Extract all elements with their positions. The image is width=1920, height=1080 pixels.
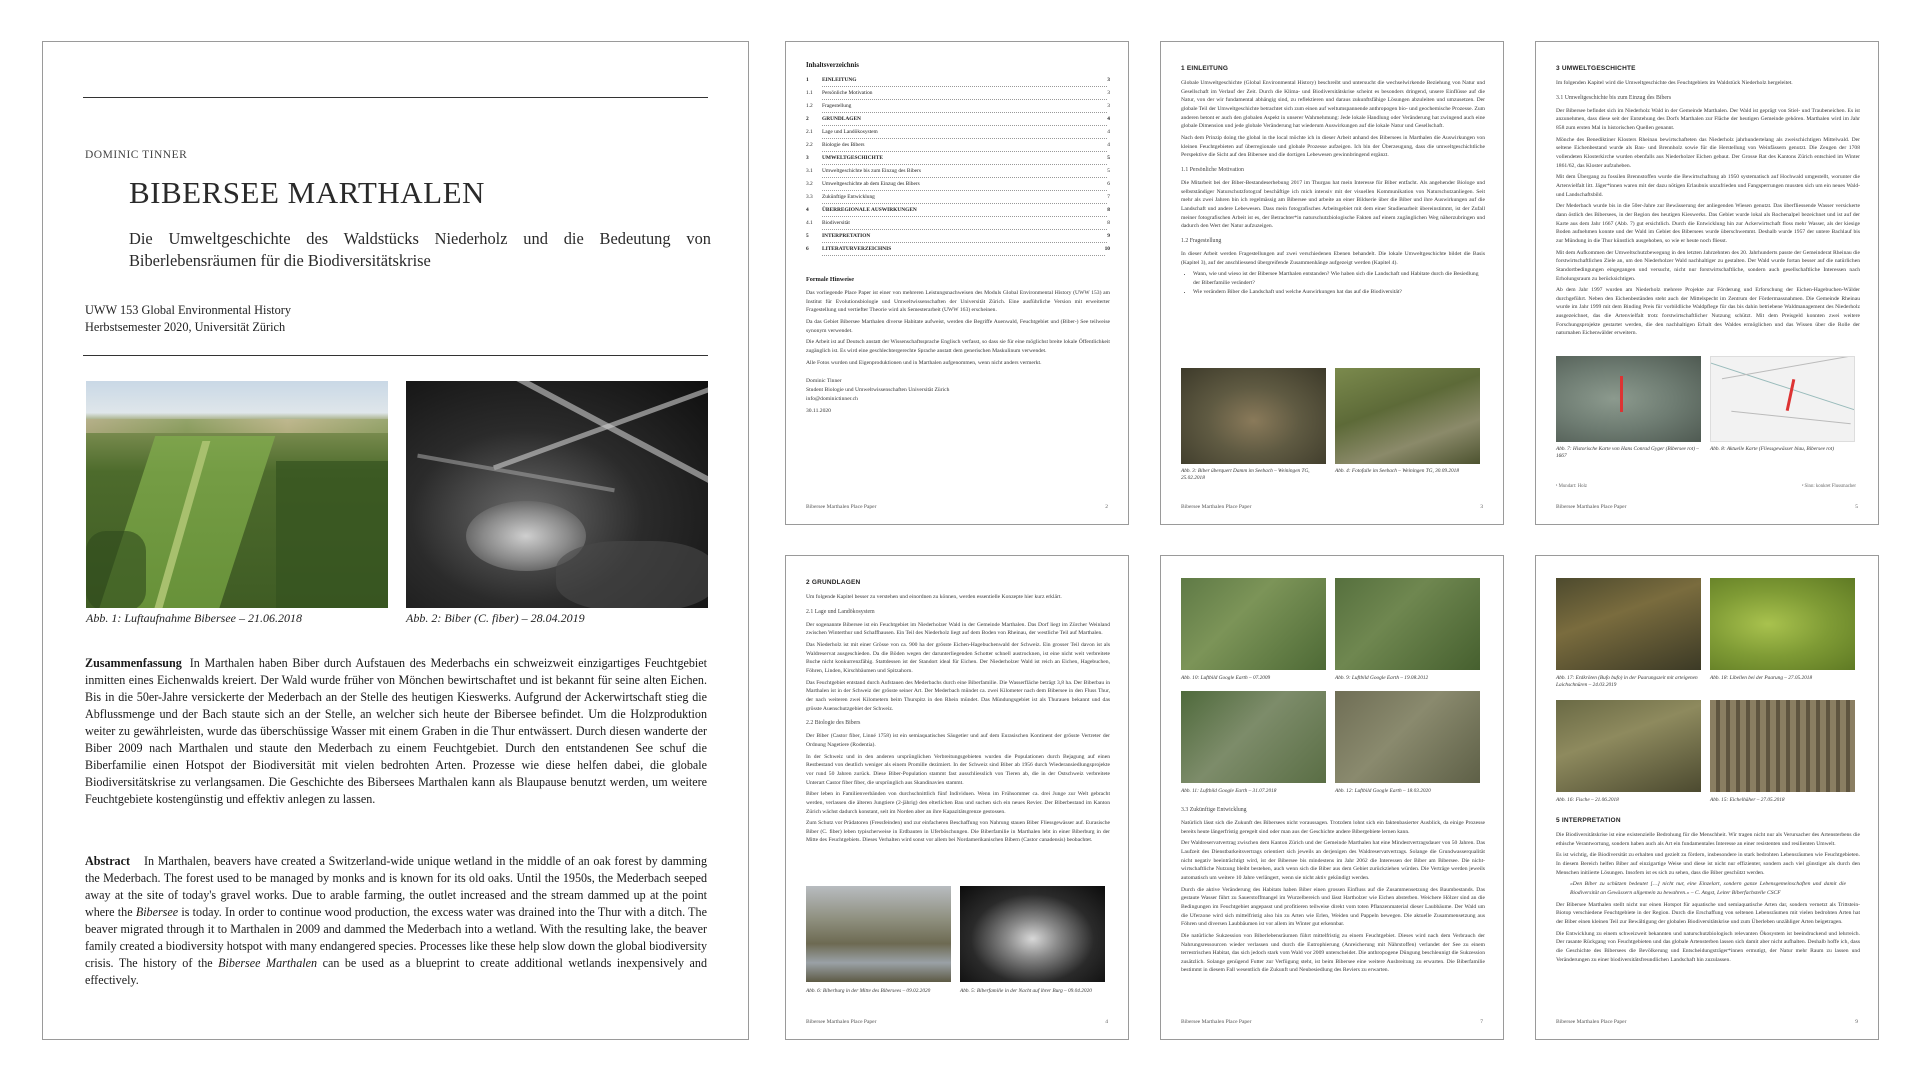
beaver-lodge-photo [806,886,951,982]
subsection-heading: 3.3 Zukünftige Entwicklung [1181,807,1247,813]
toc-label: Umweltgeschichte ab dem Einzug des Bibers [822,178,1107,191]
footnote: ¹ Mundart: Holz [1556,484,1588,489]
signature-name: Dominic Tinner [806,378,842,385]
abstract [85,853,707,989]
footnote: ² Sinn: konkret Flussmacher [1801,484,1856,489]
satellite-photo [1335,691,1480,783]
para: Der Bibersee befindet sich im Niederholz Wald in der Gemeinde Marthalen. Der Wald ist geprägt von Stiel- und Traubeneichen. Es ist anzunehmen, dass diese seit der Entstehung des Dorfs Marthalen zur Fläche der heutigen Gemeinde gehören. Marthalen wird im Jahr 858 zum ersten Mal in historischen Quellen genannt. [1556,107,1860,132]
page-number: 3 [1480,504,1483,510]
zusammenfassung [85,655,707,808]
paper-title: BIBERSEE MARTHALEN [129,175,485,210]
toc-label: Biologie des Bibers [822,139,1107,152]
page-grundlagen [785,555,1129,1040]
toc-page: 8 [1107,207,1110,213]
toc-list [806,74,1110,256]
page-footer [1556,504,1858,510]
footer-title: Bibersee Marthalen Place Paper [1556,504,1627,510]
footer-title: Bibersee Marthalen Place Paper [1181,504,1252,510]
page-interpretation [1535,555,1879,1040]
toc-entry[interactable] [806,204,1110,217]
photo-caption: Abb. 6: Biberburg in der Mitte des Bibersees – 09.02.2020 [806,988,931,994]
jay-photo [1710,700,1855,792]
toc-number: 2.1 [806,129,813,135]
subsection-heading: 2.1 Lage und Landökosystem [806,608,875,615]
toc-entry[interactable] [806,243,1110,256]
toc-entry[interactable] [806,178,1110,191]
toc-label: GRUNDLAGEN [822,113,1107,126]
para: Es ist wichtig, die Biodiversität zu erhalten und gezielt zu fördern, insbesondere in stark bedrohten Lebensräumen wie Feuchtgebieten. In diesem Bereich helfen Biber auf einzigartige Weise und diese ist nicht nur effizienter, sondern auch viel günstiger als durch den Menschen initiierte Lösungen. Insofern ist es sich zu sehen, dass die Biber geschützt werden. [1556,852,1860,876]
para: Das Niederholz ist mit einer Grösse von ca. 900 ha der grösste Eichen-Hagebuchenwald der Schweiz. Ein grosser Teil davon ist als Waldreservat ausgeschieden. Da die Böden wegen der darunterliegenden Schotter schnell austrocknen, ist eine nicht weit verbreitete Buche nicht konkurrenzfähig. Stattdessen ist der Standort ideal für Eichen. Der Niederholzer Wald ist reich an Eichen, Hagebuchen, Föhren, Linden, Kirschbäumen und Spitzahorn. [806,642,1110,674]
page-number: 9 [1855,1019,1858,1025]
toc-label: INTERPRETATION [822,230,1107,243]
page-footer [806,1019,1108,1025]
footer-title: Bibersee Marthalen Place Paper [806,1019,877,1025]
photo-caption: Abb. 3: Biber überquert Damm im Seebach – Weiningen TG, 25.02.2018 [1181,468,1310,482]
photo-caption: Abb. 11: Luftbild Google Earth – 31.07.2018 [1181,788,1277,794]
subsection-heading: 1.2 Fragestellung [1181,237,1222,244]
formal-p2: Da das Gebiet Bibersee Marthalen diverse Habitate aufweist, werden die Begriffe Auenwald, Feuchtgebiet und (Biber-) See teilweise synonym verwendet. [806,318,1110,334]
beaver-dam-photo [1181,368,1326,464]
formal-title: Formale Hinweise [806,276,854,283]
toc-page: 5 [1107,155,1110,161]
course-line-2: Herbstsemester 2020, Universität Zürich [85,320,286,334]
subsection-heading: 2.2 Biologie des Bibers [806,720,861,727]
photo-caption: Abb. 16: Fische – 21.06.2018 [1556,797,1619,803]
abstract-italic-2: Bibersee Marthalen [218,956,318,970]
toc-entry[interactable] [806,100,1110,113]
para: Natürlich lässt sich die Zukunft des Bibersees nicht voraussagen. Trotzdem lohnt sich ein faktenbasierter Ausblick, da einige Prozesse bereits heute längerfristig geregelt sind oder man aus der Geschichte andere Bibergebiete lernen kann. [1181,819,1485,835]
toc-number: 6 [806,246,809,252]
photo-caption: Abb. 12: Luftbild Google Earth – 18.03.2020 [1335,788,1431,794]
toc-label: LITERATURVERZEICHNIS [822,243,1105,256]
toc-page: 3 [1107,90,1110,96]
toc-page: 4 [1107,142,1110,148]
para: Mit dem Aufkommen der Umweltschutzbewegung in den letzten Jahrzehnten des 20. Jahrhunderts passte der Gemeinderat Rheinau die forstwirtschaftlichen Ziele an, um den Niederholzer Wald nachhaltiger zu gestalten. Der Wald wurde fortan besser auf die natürlichen Standortbedingungen eingegangen und versucht, nicht nur forstwirtschaftliche, sondern auch gesellschaftliche Interessen nach Erholungsraum zu berücksichtigen. [1556,249,1860,282]
page-number: 7 [1480,1019,1483,1025]
section-heading: 3 UMWELTGESCHICHTE [1556,65,1636,72]
signature-role: Student Biologie und Umweltwissenschaften Universität Zürich [806,386,950,393]
toc-label: Lage und Landökosystem [822,126,1107,139]
page-toc [785,41,1129,525]
para: Nach dem Prinzip doing the global in the local möchte ich in dieser Arbeit anhand des Bibersees in Marthalen die Auswirkungen von kleinen Feuchtgebieten auf überregionale und globale Prozesse aufzeigen. Ich bin der Überzeugung, dass die umweltgeschichtliche Perspektive die Sicht auf den Bibersee und die dortigen Lebewesen gewinnbringend ergänzt. [1181,135,1485,159]
para: Die natürliche Sukzession von Biberlebensräumen führt mittelfristig zu einem Feuchtgebiet. Dieses wird nach dem Verbrauch der Nahrungsressourcen wieder verlassen und durch die Eutrophierung (Anreicherung mit Nährstoffen) verlandet der See zu einem terrestrischen Habitat, das sich jedoch stark vom Wald vor 2009 unterscheidet. Die anthropogene Düngung beschleunigt die Sukzession zusätzlich. Solange genügend Futter zur Verfügung steht, ist beim Bibersee eine weitere Ausbreitung zu erwarten. Die Biberfamilie bestimmt in diesem Fall wesentlich die Zukunft und Neubesiedlung des Reviers zu erwarten. [1181,932,1485,974]
zusammenfassung-label: Zusammenfassung [85,656,182,670]
page-footer [806,504,1108,510]
para: Die Mitarbeit bei der Biber-Bestandeserhebung 2017 im Thurgau hat mein Interesse für Biber entfacht. Als angehender Biologe und selbstständiger Naturschutzfotograf beschäftige ich mich intensiv mit der visuellen Kommunikation von Naturschutzanliegen. Seit mehr als zwei Jahren bin ich regelmässig am Bibersee und arbeite an einer Bildserie über die Biber und ihre Auswirkungen auf die Landschaft und andere Lebewesen. Dass mein fotografisches Arbeitsgebiet mit dem einer Studienarbeit übereinstimmt, ist der Zufall meiner fotografischen Arbeit ist es, der Betrachter*in naturschutzbiologische Fakten auf einem zugänglichen Weg näherzubringen und dadurch den Wert der Natur aufzuzeigen. [1181,179,1485,230]
toc-label: Fragestellung [822,100,1107,113]
toc-label: EINLEITUNG [822,74,1107,87]
para: Der Bibersee Marthalen stellt nicht nur einen Hotspot für aquatische und semiaquatische Arten dar, sondern vernetzt als Trittstein-Biotop verschiedene Feuchtgebiete in der Region. Durch die Erschaffung von seltenen Lebensräumen mit vielen bedrohten Arten hat der Biber einen kleinen Teil zur Bewältigung der globalen Biodiversitätskrise und zum Überleben unzähliger Arten beigetragen. [1556,901,1860,925]
para: Der Waldreservatvertrag zwischen dem Kanton Zürich und der Gemeinde Marthalen hat eine Mindestvertragsdauer von 50 Jahren. Das Laufzeit des Dienstbarkeitsvertrags orientiert sich jeweils an derjenigen des Waldreservatvertrags. Solange die Grundwasserqualität nicht negativ beeinträchtigt wird, ist der Bibersee bis mindestens im Jahr 2062 die Interessen der Biber am Bibersee. Die nicht-wirtschaftliche Nutzung bleibt bestehen, auch wenn sich die Biber aus dem Gebiet zurückziehen würden. Die Verträge werden jeweils automatisch um weitere 10 Jahre verlängert, wenn sie nicht aktiv gekündigt werden. [1181,840,1485,881]
formal-p1: Das vorliegende Place Paper ist einer von mehreren Leistungsnachweisen des Moduls Global Environmental History (UWW 153) am Institut für Evolutionsbiologie und Umweltwissenschaften der Universität Zürich. Eine ausführliche Version mit erweiterter Fragestellung und vertiefter Theorie wird als Semesterarbeit (UWW 163) erscheinen. [806,290,1110,314]
dragonfly-photo [1710,578,1855,670]
photo-caption: Abb. 7: Historische Karte von Hans Conrad Gyger (Bibersee rot) – 1667 [1556,446,1699,460]
toc-number: 2 [806,116,809,122]
question-item: • Wann, wie und wieso ist der Bibersee Marthalen entstanden? Wie haben sich die Landschaft und Habitate durch die Besiedlung der Biberfamilie verändert? [1193,270,1485,287]
para: Zum Schutz vor Prädatoren (Fressfeinden) und zur einfacheren Beschaffung von Nahrung stauen Biber Fliessgewässer auf. Eurasische Biber (C. fiber) leben typischerweise in Erdbauten in Uferböschungen. Die Biberfamilie in Marthalen lebt in einer Biberburg in der Mitte des Feuchtgebiets. Dieses Verhalten wird sonst vor allem bei Nordamerikanischen Bibern (Castor canadensis) beobachtet. [806,820,1110,844]
satellite-photo [1181,578,1326,670]
toc-number: 1 [806,77,809,83]
caption-aerial: Abb. 1: Luftaufnahme Bibersee – 21.06.2018 [86,611,302,625]
signature-email: info@dominictinner.ch [806,395,858,402]
para: Mönche des Benediktiner Klosters Rheinau bewirtschafteten das Niederholz jahrhundertelang als zweischichtigen Mittelwald. Der seltene Eichenbestand wurde als Bau- und Brennholz sowie für die Herstellung von Weinfässern genutzt. Die Zeugen der 1708 vollendeten Klosterkirche wurden ebenfalls aus Niederholzer Eichen gebaut. Der Grosse Rat des Kantons Zürich entschied im Winter 1861/62, das Kloster aufzuheben. [1556,136,1860,169]
toc-label: Zukünftige Entwicklung [822,191,1107,204]
formal-p3: Die Arbeit ist auf Deutsch anstatt der Wissenschaftssprache Englisch verfasst, so dass sie für eine möglichst breite lokale Öffentlichkeit zugänglich ist. Es wird eine geschlechtergerechte Sprache anstatt dem generischen Maskulinum verwendet. [806,339,1110,354]
para: In der Schweiz und in den anderen ursprünglichen Verbreitungsgebieten wurden die Populationen durch Bejagung auf einen Restbestand von deutlich weniger als einem Promille dezimiert. In der Schweiz sind Biber ab 1956 durch Wiederansiedlungsprojekte vor rund 50 Jahren zurück. Diese Biber-Population stammt fast ausschliesslich von Tieren ab, die in der Ostschweiz verbreitete Unterart Castor fiber fiber, die ursprünglich aus Skandinavien stammt. [806,753,1110,786]
toc-entry[interactable] [806,139,1110,152]
toc-page: 6 [1107,181,1110,187]
mid-rule [83,355,708,356]
toc-entry[interactable] [806,87,1110,100]
para: Die Entwicklung zu einem schweizweit bekannten und naturschutzbiologisch relevanten Ökosystem ist beeindruckend und lehrreich. Der rasante Rückgang von Feuchtgebieten und das globale Artensterben lassen sich damit aber nicht aufhalten. Deshalb hoffe ich, dass die Geschichte des Bibersees die Bevölkerung und Entscheidungsträger*innen ermutigt, der Natur mehr Raum zu lassen und Veränderungen zu einer biodiversitätsfreundlichen Landschaft hin zuzulassen. [1556,930,1860,963]
toc-entry[interactable] [806,165,1110,178]
paper-subtitle: Die Umweltgeschichte des Waldstücks Niederholz und die Bedeutung von Biberlebensräumen für die Biodiversitätskrise [129,229,711,271]
page-number: 5 [1855,504,1858,510]
para: Durch die aktive Veränderung des Habitats haben Biber einen grossen Einfluss auf die Zusammensetzung des Baumbestands. Das gestaute Wasser führt zu Sauerstoffmangel im Wurzelbereich und lässt Hartholzer wie Eichen absterben. Weichere Hölzer sind an die Bedingungen im Feuchtgebiet angepasst und profitieren teilweise direkt vom toten Pflanzenmaterial dieser Laubbäume. Der Wald um die Uferzone wird sich mittelfristig also hin zu Arten wie Erlen, Weiden und Pappeln bewegen. Die aktuelle Zusammensetzung aus Föhren und diversen Laubbäumen ist vor allem im Winter gut erkennbar. [1181,886,1485,928]
para: Biber leben in Familienverbänden von durchschnittlich fünf Individuen. Wenn im Frühsommer ca. drei Junge zur Welt gebracht werden, verlassen die älteren Jungtiere (2-jährig) den elterlichen Bau und suchen sich ein neues Revier. Der Biberbestand im Kanton Zürich wächst dadurch konstant, seit im Norden aber an ihre Kapazitätsgrenze gestossen. [806,791,1110,815]
toc-page: 4 [1107,116,1110,122]
para: Der Biber (Castor fiber, Linné 1758) ist ein semiaquatisches Säugetier und auf dem Eurasischen Kontinent der grösste Vertreter der Ordnung Nagetiere (Rodentia). [806,733,1110,748]
toc-page: 4 [1107,129,1110,135]
abstract-text-a: In Marthalen, beavers have created a Switzerland-wide unique wetland in the middle of an oak forest by damming the Mederbach. The forest used to be managed by monks and is known for its old oaks. Until the 1950s, the Mederbach seeped away at the site of today's gravel works. Due to arable farming, the outlet increased and the stream dammed up at the point where the [85,854,707,919]
toc-number: 3.1 [806,168,813,174]
fish-photo [1556,700,1701,792]
zusammenfassung-text: In Marthalen haben Biber durch Aufstauen des Mederbachs ein schweizweit einzigartiges Feuchtgebiet inmitten eines Eichenwalds kreiert. Der Wald wurde früher von Mönchen bewirtschaftet und ist bekannt für seine alten Eichen. Bis in die 50er-Jahre versickerte der Mederbach an der Stelle des heutigen Kieswerks. Aufgrund der Ackerwirtschaft stieg die Abflussmenge und der Bach staute sich an der Stelle, an welcher sich heute der Bibersee befindet. Um die Holzproduktion weiter zu gewährleisten, wurde das überschüssige Wasser mit einem Graben in die Thur entwässert. Durch diesen wanderte der Biber 2009 nach Marthalen und staute den Mederbach zu einem Feuchtgebiet. Durch den entstandenen See schuf die Biberfamilie einen Hotspot der Biodiversität mit vielen bedrohten Arten. Prozesse wie diese helfen dabei, die globale Biodiversitätskrise zu verlangsamen. Die Geschichte des Bibersees Marthalen kann als Blaupause benutzt werden, um weitere Feuchtgebiete kostengünstig und effektiv anlegen zu lassen. [85,656,707,806]
toc-entry[interactable] [806,113,1110,126]
abstract-text-c: can be used as a blueprint to create additional wetlands inexpensively and effectively. [85,956,707,987]
toc-number: 3 [806,155,809,161]
para: Im folgenden Kapitel wird die Umweltgeschichte des Feuchtgebiets im Waldstück Niederholz hergeleitet. [1556,80,1793,87]
photo-caption: Abb. 18: Libellen bei der Paarung – 27.05.2018 [1710,675,1813,681]
page-footer [1181,504,1483,510]
signature-date: 30.11.2020 [806,408,831,415]
page-einleitung [1160,41,1504,525]
photo-caption: Abb. 5: Biberfamilie in der Nacht auf ihrer Burg – 09.04.2020 [960,988,1092,994]
toc-title: Inhaltsverzeichnis [806,62,859,69]
toc-label: Biodiversität [822,217,1107,230]
author-name: DOMINIC TINNER [85,149,188,161]
para: Globale Umweltgeschichte (Global Environmental History) beschreibt und untersucht die wechselwirkende Beziehung von Natur und Gesellschaft im Verlauf der Zeit. Durch die Klima- und Biodiversitätskrise scheint es besonders dringend, unsere Einflüsse auf die Natur, von der wir fundamental abhängig sind, zu reflektieren und daraus zukunftsfähige Lösungen abzuleiten und umzusetzen. Der globale Teil der Umweltgeschichte betrachtet sich zum einen auf weltumspannende anthropogen bio- und geochemische Prozesse. Zum anderen betont er auch den globalen Aspekt in unserer Wahrnehmung: Jede lokale Handlung oder Veränderung hat zwingend auch eine globale Dimension und jede globale Veränderung hat wiederum Auswirkungen auf die lokale Natur und Gesellschaft. [1181,80,1485,130]
caption-beaver: Abb. 2: Biber (C. fiber) – 28.04.2019 [406,611,585,625]
toc-entry[interactable] [806,217,1110,230]
para: Der Mederbach wurde bis in die 50er-Jahre zur Bewässerung der anliegenden Wiesen genutzt. Das überfliessende Wasser versickerte dann östlich des Bibersees, in der Region des heutigen Kieswerks. Das Gebiet wurde lokal als Rochenalpel bezeichnet und ist auf der Karte aus dem Jahr 1667 (Abb. 7) gut ersichtlich. Durch die Entwicklung hin zur Ackerwirtschaft floss mehr Wasser, als der kiesige Boden aufnehmen konnte und der Wald im Gebiet des Bibersees wurde überschwemmt. Deshalb wurde 1957 der untere Bachlauf bis zur Mündung in die Thur künstlich ausgehoben, so wie er heute noch fliesst. [1556,203,1860,244]
toc-number: 2.2 [806,142,813,148]
section-heading: 2 GRUNDLAGEN [806,579,861,586]
toc-page: 5 [1107,168,1110,174]
toc-page: 8 [1107,220,1110,226]
toc-label: Persönliche Motivation [822,87,1107,100]
section-heading: 5 INTERPRETATION [1556,817,1621,824]
toc-label: UMWELTGESCHICHTE [822,152,1107,165]
formal-p4: Alle Fotos wurden und Eigenproduktionen und in Marthalen aufgenommen, wenn nicht anders vermerkt. [806,359,1042,366]
para: Die Biodiversitätskrise ist eine existenzielle Bedrohung für die Menschheit. Wir tragen nicht nur als Verursacher des Artensterbens die ethische Verantwortung, sondern haben auch als Art ein fundamentales Interesse an einer resistenten und resilienten Umwelt. [1556,832,1860,847]
page-footer [1556,1019,1858,1025]
para: Um folgende Kapitel besser zu verstehen und einordnen zu können, werden essentielle Konzepte hier kurz erklärt. [806,594,1062,601]
block-quote: «Den Biber zu schützen bedeutet […] nicht nur, eine Einzelart, sondern ganze Lebensgemeinschaften und damit die Biodiversität an Gewässern allgemein zu bewahren.» – C. Angst, Leiter Biberfachstelle CSCF [1570,881,1846,896]
footer-title: Bibersee Marthalen Place Paper [806,504,877,510]
abstract-label: Abstract [85,854,131,868]
page-luftbilder [1160,555,1504,1040]
toc-entry[interactable] [806,126,1110,139]
page-umweltgeschichte [1535,41,1879,525]
footnotes [1556,484,1856,489]
page-number: 2 [1105,504,1108,510]
abstract-text-b: is today. In order to continue wood production, the excess water was drained into the Thur with a ditch. The beaver migrated through it to Marthalen in 2009 and dammed the Mederbach into a wetland. With the resulting lake, the beaver family created a biodiversity hotspot with many endangered species. Processes like these help slow down the global biodiversity crisis. The history of the [85,905,708,970]
historic-map [1556,356,1701,442]
beaver-night-photo [406,381,708,608]
subsection-heading: 3.1 Umweltgeschichte bis zum Einzug des Bibers [1556,94,1672,101]
trap-camera-photo [1335,368,1480,464]
toc-number: 4 [806,207,809,213]
toc-entry[interactable] [806,191,1110,204]
para: Das Feuchtgebiet entstand durch Aufstauen des Mederbachs durch eine Biberfamilie. Die Wasserfläche beträgt 3,8 ha. Der Biberbau in Marthalen ist in der Schweiz der grösste seiner Art. Der Mederbach mündet ca. zwei Kilometer nach dem Bibersee in den Fluss Thur, der nach weiteren zwei Kilometern beim Thurspitz in den Rhein mündet. Das Mündungsgebiet ist als Thurauen bekannt und das grösste Auenschutzgebiet der Schweiz. [806,679,1110,712]
question-item: • Wie verändern Biber die Landschaft und welche Auswirkungen hat das auf die Biodiversität? [1193,288,1485,297]
toc-entry[interactable] [806,230,1110,243]
top-rule [83,97,708,98]
modern-map [1710,356,1855,442]
page-number: 4 [1105,1019,1108,1025]
aerial-photo [86,381,388,608]
para: Der sogenannte Bibersee ist ein Feuchtgebiet im Niederholzer Wald in der Gemeinde Marthalen. Das Dorf liegt im Zürcher Weinland zwischen Winterthur und Schaffhausen. Ein Teil des Niederholz liegt auf dem Boden von Rheinau, der westliche Teil auf Marthalen. [806,621,1110,637]
photo-caption: Abb. 15: Eichelhäher – 27.05.2018 [1710,797,1785,803]
toc-number: 4.1 [806,220,813,226]
toc-page: 3 [1107,103,1110,109]
toc-number: 1.1 [806,90,813,96]
photo-caption: Abb. 8: Aktuelle Karte (Fliessgewässer blau, Bibersee rot) [1710,446,1835,452]
beaver-family-night-photo [960,886,1105,982]
photo-caption: Abb. 10: Luftbild Google Earth – 07.2009 [1181,675,1271,681]
toads-photo [1556,578,1701,670]
course-line-1: UWW 153 Global Environmental History [85,303,292,317]
subsection-heading: 1.1 Persönliche Motivation [1181,166,1244,173]
toc-page: 10 [1104,246,1110,252]
toc-number: 3.3 [806,194,813,200]
toc-page: 9 [1107,233,1110,239]
satellite-photo [1335,578,1480,670]
toc-page: 7 [1107,194,1110,200]
section-heading: 1 EINLEITUNG [1181,65,1229,72]
footer-title: Bibersee Marthalen Place Paper [1556,1019,1627,1025]
formal-notes [806,289,1110,416]
photo-caption: Abb. 9: Luftbild Google Earth – 19.08.2012 [1335,675,1429,681]
para: Mit dem Übergang zu fossilen Brennstoffen wurde die Bewirtschaftung ab 1950 systematisch auf Hochwald umgestellt, worunter die Artenvielfalt litt. Jäger*innen waren mit der dazu nötigen Erlaubnis unzufrieden und Fangsperrungen mussten sich um ein neues Wald- und Landschaftsbild. [1556,174,1860,198]
toc-number: 3.2 [806,181,813,187]
satellite-photo [1181,691,1326,783]
photo-caption: Abb. 17: Erdkröten (Bufo bufo) in der Paarungszeit mit arteigenen Laichschnüren – 24.03.2019 [1556,675,1698,689]
toc-number: 5 [806,233,809,239]
toc-label: ÜBERREGIONALE AUSWIRKUNGEN [822,204,1107,217]
footer-title: Bibersee Marthalen Place Paper [1181,1019,1252,1025]
toc-entry[interactable] [806,152,1110,165]
photo-caption: Abb. 4: Fotofalle im Seebach – Weiningen TG, 30.09.2018 [1335,468,1459,474]
page-cover [42,41,749,1040]
toc-page: 3 [1107,77,1110,83]
para: In dieser Arbeit werden Fragestellungen auf zwei verschiedenen Ebenen behandelt. Die lokale Umweltgeschichte bildet die Basis (Kapitel 3), auf der anschliessend übergreifende Zusammenhänge aufgezeigt werden (Kapitel 4). [1181,250,1485,266]
toc-entry[interactable] [806,74,1110,87]
toc-label: Umweltgeschichte bis zum Einzug des Bibers [822,165,1107,178]
page-footer [1181,1019,1483,1025]
para: Ab dem Jahr 1997 wurden am Niederholz mehrere Projekte zur Förderung und Erforschung der Eichen-Hagebuchen-Wälder durchgeführt. Neben den Eichenbeständen steht auch der Mittelspecht im Zentrum der Fördermassnahmen. Die Gemeinde Rheinau wurde im Jahr 1999 mit dem Binding Preis für vorbildliche Waldpflege für das bis dahin betriebene Waldmanagement des Niederholz ausgezeichnet, das die Artenvielfalt trotz forstwirtschaftlicher Nutzung schützt. Mit dem Preisgeld konnten zwei weitere Forschungsprojekte gestartet werden, die den nachhaltigen Erhalt des Waldes ermöglichen und das Wissen über die Rolle der naturnahen Eichenwälder erweitern. [1556,287,1860,337]
toc-number: 1.2 [806,103,813,109]
abstract-italic-1: Bibersee [135,905,179,919]
